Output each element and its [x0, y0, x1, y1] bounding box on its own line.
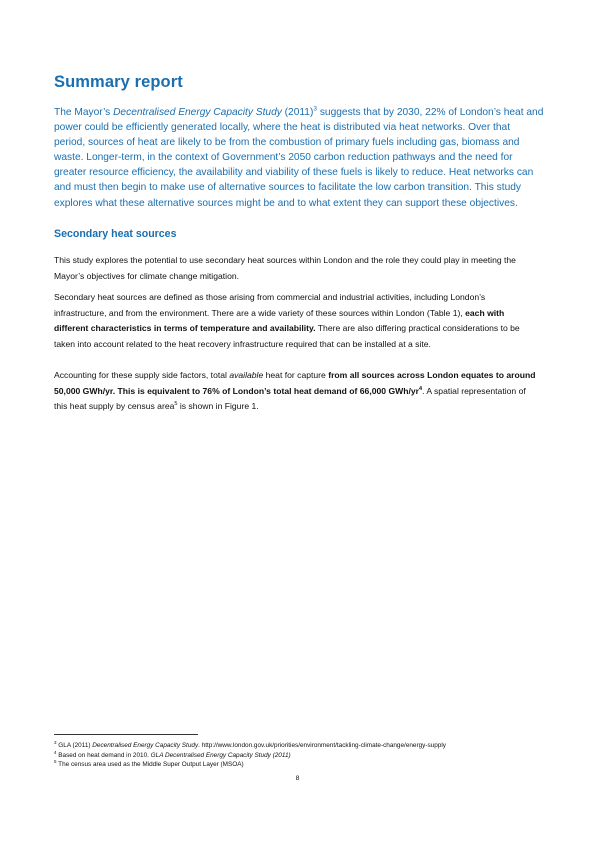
- p2-text-pre: Secondary heat sources are defined as those arising from commercial and industrial activities, including London’s infrastructure, and from the environment. There are a wide variety of these sources within London (Table 1),: [54, 292, 486, 318]
- p3-italic-text: available: [229, 370, 264, 380]
- footnote-italic: Decentralised Energy Capacity Study: [92, 742, 199, 749]
- footnote-number: 3: [54, 739, 57, 745]
- p3-text-pre: Accounting for these supply side factors, total: [54, 370, 230, 380]
- footnote-number: 5: [54, 759, 57, 765]
- footnote-item: [54, 760, 554, 770]
- footnotes-section: [54, 741, 554, 770]
- intro-text-post: suggests that by 2030, 22% of London’s heat and power could be efficiently generated locally, where the heat is distributed via heat networks. Over that period, sources of heat are likely to be from the combustion of primary fuels including gas, biomass and waste. Longer-term, in the context of Government’s 2050 carbon reduction pathways and the need for greater resource efficiency, the availability and viability of these fuels is likely to reduce. Heat networks can and must then begin to make use of alternative sources to facilitate the low carbon transition. This study explores what these alternative sources might be and to what extent they can support these objectives.: [54, 107, 544, 209]
- intro-text-pre: The Mayor’s: [54, 107, 114, 118]
- footnote-ref-3[interactable]: 3: [313, 105, 317, 113]
- intro-year: (2011): [281, 107, 314, 118]
- footnote-item: [54, 751, 554, 761]
- secondary-paragraph-2: [54, 290, 540, 352]
- footnote-text-pre: Based on heat demand in 2010.: [56, 751, 151, 759]
- footnote-url[interactable]: . http://www.london.gov.uk/priorities/environment/tackling-climate-change/energy-supply: [198, 742, 446, 749]
- secondary-paragraph-1: This study explores the potential to use secondary heat sources within London and the role they could play in meeting the Mayor’s objectives for climate change mitigation.: [54, 255, 516, 281]
- footnote-item: [54, 741, 554, 751]
- p2-bold-text: each with different characteristics in terms of temperature and availability.: [54, 307, 505, 333]
- p3-bold-span: from all sources across London equates to around 50,000 GWh/yr. This is equivalent to 76% of London’s total heat demand of 66,000 GWh/yr: [54, 370, 536, 396]
- p3-text-mid2: . A spatial representation of this heat supply by census area: [54, 385, 526, 411]
- page-number: 8: [295, 775, 300, 782]
- intro-study-title: Decentralised Energy Capacity Study: [113, 107, 282, 118]
- summary-intro-paragraph: [54, 105, 544, 211]
- p3-text-post: is shown in Figure 1.: [177, 401, 259, 411]
- p2-text-post: There are also differing practical considerations to be taken into account related to the heat recovery infrastructure required that can be installed at a site.: [54, 323, 520, 349]
- summary-report-title: Summary report: [54, 73, 183, 91]
- footnote-text-pre: The census area used as the Middle Super Output Layer (MSOA): [56, 761, 244, 769]
- footnote-number: 4: [54, 749, 57, 755]
- footnote-ref-4[interactable]: 4: [419, 385, 423, 392]
- footnote-text-pre: GLA (2011): [56, 742, 93, 749]
- footnote-italic: GLA Decentralised Energy Capacity Study (2011): [150, 751, 291, 759]
- secondary-paragraph-3: [54, 368, 540, 415]
- footnote-divider: [54, 734, 198, 735]
- p3-text-mid: heat for capture: [263, 370, 329, 380]
- secondary-heat-sources-heading: Secondary heat sources: [54, 228, 177, 240]
- footnote-ref-5[interactable]: 5: [174, 401, 178, 408]
